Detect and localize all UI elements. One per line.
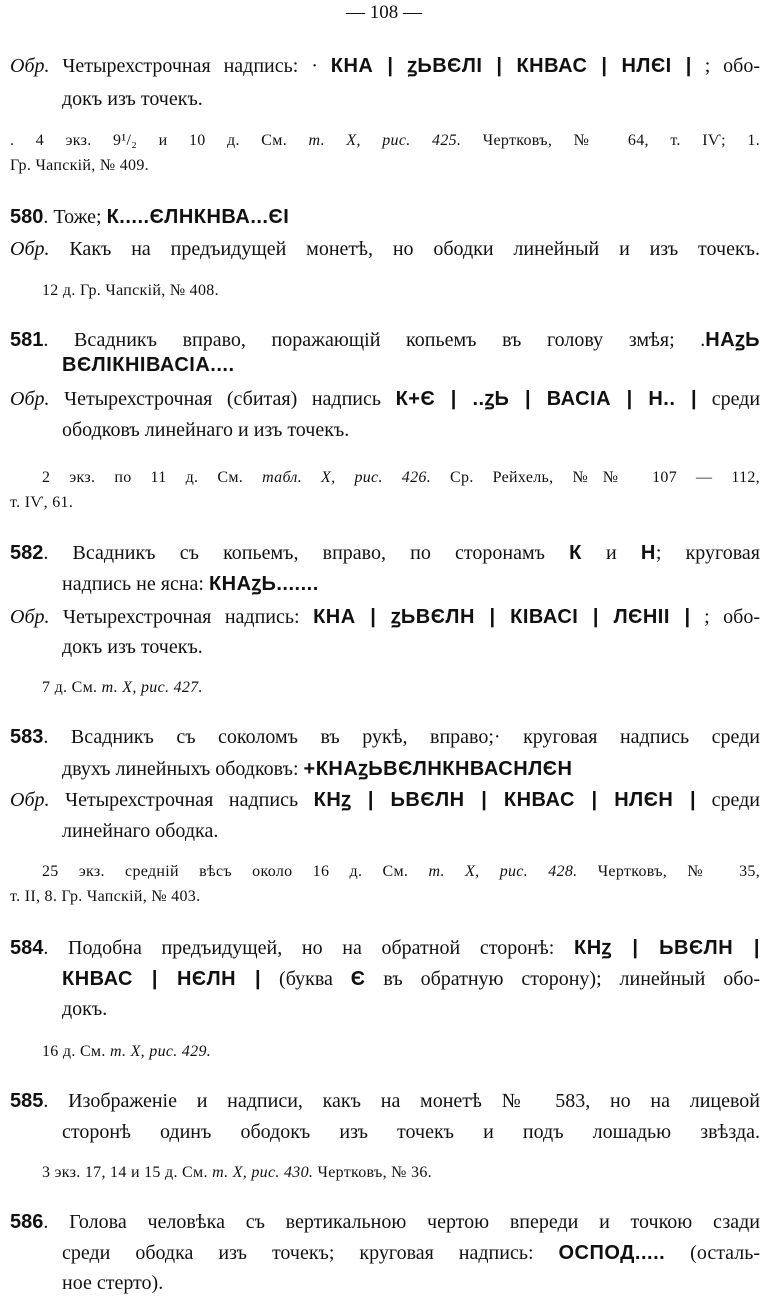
page-number: — 108 —: [346, 2, 422, 23]
entry-585-line-2: сторонѣ одинъ ободокъ изъ точекъ и подъ лошадью звѣзда.: [62, 1121, 760, 1143]
entry-582-note: 7 д. См. т. X, рис. 427.: [42, 679, 203, 696]
entry-580-line: 580. Тоже; К.....ЄЛНКНВА...ЄІ: [10, 206, 290, 228]
entry-581-line-2: [62, 352, 760, 378]
entry-580-reverse: Обр. Какъ на предъидущей монетѣ, но ободки линейный и изъ точекъ.: [10, 238, 760, 260]
inscription: КНАꙁЬ.......: [208, 573, 319, 595]
entry-586-line: 586. Голова человѣка съ вертикальною чертою впереди и точкою сзади: [10, 1211, 760, 1233]
entry-581-reverse-2: ободковъ линейнаго и изъ точекъ.: [62, 419, 350, 441]
entry-581-reverse: Обр. Четырехстрочная (сбитая) надпись К+Є | ..ꙁЬ | ВАСІА | Н.. | среди: [10, 388, 760, 410]
inscription: К+Є | ..ꙁЬ | ВАСІА | Н.. |: [395, 388, 698, 410]
entry-586-line-2: среди ободка изъ точекъ; круговая надпись: ОСПОД..... (осталь-: [62, 1242, 760, 1264]
entry-581-note: 2 экз. по 11 д. См. табл. X, рис. 426. Ср. Рейхель, №№ 107 — 112,: [42, 469, 760, 486]
entry-583-reverse-2: линейнаго ободка.: [62, 820, 219, 842]
entry-583-note-2: т. II, 8. Гр. Чапскій, № 403.: [10, 888, 201, 905]
entry-584-line: 584. Подобна предъидущей, но на обратной сторонѣ: КНꙁ | ЬВЄЛН |: [10, 937, 760, 959]
inscription: ОСПОД.....: [558, 1242, 666, 1264]
entry-582-reverse-2: докъ изъ точекъ.: [62, 636, 203, 658]
prev-reverse-line-2: докъ изъ точекъ.: [62, 88, 203, 110]
entry-585-note: 3 экз. 17, 14 и 15 д. См. т. X, рис. 430. Чертковъ, № 36.: [42, 1164, 432, 1181]
inscription: КНВАС | НЄЛН |: [62, 968, 262, 990]
entry-583-line-2: двухъ линейныхъ ободковъ: +КНАꙁЬВЄЛНКНВАСНЛЄН: [62, 758, 573, 780]
entry-number: 584: [10, 937, 44, 959]
entry-581-note-2: т. IѴ, 61.: [10, 494, 74, 511]
entry-number: 581: [10, 329, 44, 351]
entry-number: 586: [10, 1211, 44, 1233]
inscription: ВЄЛІКНІВАСІА....: [62, 354, 235, 376]
entry-number: 585: [10, 1090, 44, 1112]
entry-583-note: 25 экз. средній вѣсъ около 16 д. См. т. X, рис. 428. Чертковъ, № 35,: [42, 863, 760, 880]
prev-reverse-line: Обр. Четырехстрочная надпись: · КНА | ꙁЬВЄЛІ | КНВАС | НЛЄІ | ; обо-: [10, 55, 760, 77]
prev-note-line: . 4 экз. 9¹/₂ и 10 д. См. т. X, рис. 425. Чертковъ, № 64, т. IѴ; 1.: [10, 132, 760, 149]
entry-582-line-2: надпись не ясна: КНАꙁЬ.......: [62, 573, 319, 595]
entry-number: 580: [10, 206, 44, 228]
entry-582-line: 582. Всадникъ съ копьемъ, вправо, по сторонамъ К и Н; круговая: [10, 542, 760, 564]
entry-584-note: 16 д. См. т. X, рис. 429.: [42, 1043, 212, 1060]
entry-585-line: 585. Изображеніе и надписи, какъ на монетѣ № 583, но на лицевой: [10, 1090, 760, 1112]
inscription: КНА | ꙁЬВЄЛН | КІВАСІ | ЛЄНІІ |: [313, 606, 691, 628]
inscription: К.....ЄЛНКНВА...ЄІ: [106, 206, 290, 228]
inscription: КНА | ꙁЬВЄЛІ | КНВАС | НЛЄІ |: [330, 55, 692, 77]
entry-583-line: 583. Всадникъ съ соколомъ въ рукѣ, вправо;· круговая надпись среди: [10, 726, 760, 748]
prev-reverse-label: Обр.: [10, 55, 50, 77]
entry-581-line: 581. Всадникъ вправо, поражающій копьемъ въ голову змѣя; .НАꙁЬ: [10, 329, 760, 351]
prev-note-line-2: Гр. Чапскій, № 409.: [10, 157, 149, 174]
inscription: КНꙁ | ЬВЄЛН | КНВАС | НЛЄН |: [313, 789, 697, 811]
inscription: КНꙁ | ЬВЄЛН |: [574, 937, 760, 959]
entry-number: 583: [10, 726, 44, 748]
entry-584-line-3: докъ.: [62, 998, 108, 1020]
inscription: +КНАꙁЬВЄЛНКНВАСНЛЄН: [303, 758, 573, 780]
entry-586-line-3: ное стерто).: [62, 1272, 164, 1294]
inscription: НАꙁЬ: [705, 329, 760, 351]
entry-583-reverse: Обр. Четырехстрочная надпись КНꙁ | ЬВЄЛН | КНВАС | НЛЄН | среди: [10, 789, 760, 811]
entry-584-line-2: КНВАС | НЄЛН | (буква Є въ обратную сторону); линейный обо-: [62, 968, 760, 990]
entry-582-reverse: Обр. Четырехстрочная надпись: КНА | ꙁЬВЄЛН | КІВАСІ | ЛЄНІІ | ; обо-: [10, 606, 760, 628]
entry-580-note: 12 д. Гр. Чапскій, № 408.: [42, 282, 219, 299]
entry-number: 582: [10, 542, 44, 564]
